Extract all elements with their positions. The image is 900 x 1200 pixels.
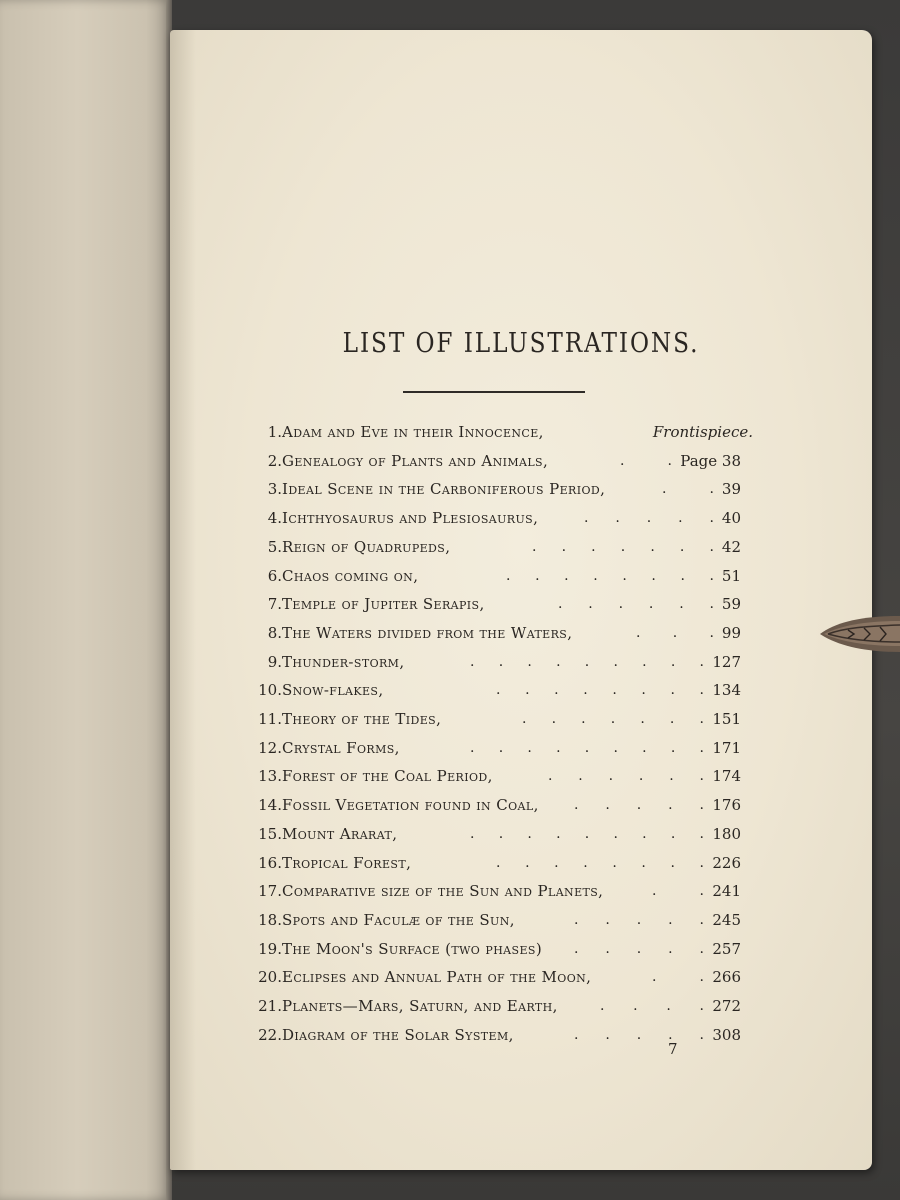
entry-number: 21. <box>258 997 282 1015</box>
entry-page: Page 38 <box>680 451 741 470</box>
entry-page: 171 <box>712 738 741 757</box>
entry-page: 134 <box>712 681 741 700</box>
entry-title: Ichthyosaurus and Plesiosaurus, <box>282 509 539 528</box>
list-item <box>240 850 755 876</box>
entry-page: 127 <box>712 652 741 671</box>
entry-page: 176 <box>712 796 741 815</box>
left-page <box>0 0 172 1200</box>
entry-number: 1. <box>267 423 282 441</box>
entry-number: 22. <box>258 1025 282 1044</box>
entry-page: 272 <box>712 997 741 1015</box>
entry-title: Adam and Eve in their Innocence, <box>282 423 544 441</box>
entry-number: 4. <box>267 509 282 528</box>
entry-leader-dots: . . <box>662 481 714 498</box>
list-item <box>240 792 755 818</box>
entry-title: Ideal Scene in the Carboniferous Period, <box>282 480 606 499</box>
entry-title: Eclipses and Annual Path of the Moon, <box>282 968 592 987</box>
list-item <box>240 993 755 1019</box>
list-item <box>240 563 755 589</box>
entry-page: 180 <box>712 824 741 843</box>
entry-leader-dots: . . . . . . . . <box>496 854 704 871</box>
entry-page: 266 <box>712 968 741 987</box>
entry-number: 2. <box>267 451 282 470</box>
list-item <box>240 591 755 617</box>
entry-leader-dots: . . . . . . <box>558 596 714 613</box>
entry-page: Frontispiece. <box>652 423 753 441</box>
entry-leader-dots: . . . . . . . . <box>496 682 704 699</box>
entry-leader-dots: . . . . . . . . . <box>470 825 704 842</box>
entry-number: 18. <box>258 910 282 929</box>
entry-page: 245 <box>712 910 741 929</box>
entry-leader-dots: . . . . <box>600 998 704 1014</box>
entry-leader-dots: . . <box>620 452 672 469</box>
entry-title: Forest of the Coal Period, <box>282 767 493 786</box>
list-item <box>240 448 755 474</box>
entry-number: 20. <box>258 968 282 987</box>
entry-page: 42 <box>721 537 741 556</box>
list-item <box>240 878 755 904</box>
entry-title: Temple of Jupiter Serapis, <box>282 595 485 614</box>
entry-leader-dots: . . . . . <box>574 1026 704 1043</box>
entry-number: 15. <box>258 824 282 843</box>
entry-number: 5. <box>267 537 282 556</box>
entry-page: 40 <box>721 509 741 528</box>
entry-page: 226 <box>712 853 741 872</box>
list-item <box>240 936 755 962</box>
entry-number: 12. <box>258 738 282 757</box>
entry-leader-dots: . . . . . . . <box>522 711 704 727</box>
page-number: 7 <box>668 1040 678 1058</box>
entry-leader-dots: . . <box>652 969 704 986</box>
list-item <box>240 735 755 761</box>
entry-title: Genealogy of Plants and Animals, <box>282 451 549 470</box>
entry-leader-dots: . . . . . . . <box>532 538 714 555</box>
entry-number: 9. <box>267 652 282 671</box>
page-title: LIST OF ILLUSTRATIONS. <box>342 328 700 359</box>
entry-page: 241 <box>712 882 741 901</box>
entry-number: 8. <box>267 623 282 642</box>
entry-page: 308 <box>712 1025 741 1044</box>
entry-leader-dots: . . . . . . . . . <box>470 653 704 670</box>
entry-page: 99 <box>721 623 741 642</box>
entry-title: Crystal Forms, <box>282 738 400 757</box>
list-item <box>240 763 755 789</box>
list-item <box>240 476 755 502</box>
list-item <box>240 964 755 990</box>
entry-title: Chaos coming on, <box>282 566 419 585</box>
list-item <box>240 419 755 445</box>
list-item <box>240 677 755 703</box>
entry-leader-dots: . . . <box>636 624 714 641</box>
bookmark-ribbon-icon <box>818 612 900 658</box>
entry-title: Spots and Faculæ of the Sun, <box>282 910 515 929</box>
entry-title: Theory of the Tides, <box>282 710 442 728</box>
entry-leader-dots: . . . . . <box>574 911 704 928</box>
entry-page: 59 <box>721 595 741 614</box>
entry-page: 39 <box>721 480 741 499</box>
entry-page: 174 <box>712 767 741 786</box>
list-item <box>240 1022 755 1048</box>
entry-page: 51 <box>721 566 741 585</box>
entry-title: Tropical Forest, <box>282 853 412 872</box>
entry-leader-dots: . . . . . <box>584 510 714 527</box>
list-item <box>240 505 755 531</box>
entry-number: 6. <box>267 566 282 585</box>
entry-title: Snow-flakes, <box>282 681 384 700</box>
entry-page: 151 <box>712 710 741 728</box>
title-rule <box>403 391 585 393</box>
entry-title: Reign of Quadrupeds, <box>282 537 451 556</box>
entry-leader-dots: . . <box>652 883 704 900</box>
entry-leader-dots: . . . . . <box>574 797 704 814</box>
entry-page: 257 <box>712 939 741 958</box>
list-item <box>240 907 755 933</box>
entry-number: 13. <box>258 767 282 786</box>
entry-title: Mount Ararat, <box>282 824 398 843</box>
entry-number: 10. <box>258 681 282 700</box>
entry-title: Fossil Vegetation found in Coal, <box>282 796 539 815</box>
entry-leader-dots: . . . . . . . . <box>506 567 714 584</box>
entry-title: Thunder-storm, <box>282 652 405 671</box>
entry-number: 11. <box>258 710 282 728</box>
entry-number: 19. <box>258 939 282 958</box>
entry-number: 16. <box>258 853 282 872</box>
list-item <box>240 821 755 847</box>
entry-title: Diagram of the Solar System, <box>282 1025 514 1044</box>
entry-number: 3. <box>267 480 282 499</box>
entry-title: The Waters divided from the Waters, <box>282 623 573 642</box>
list-item <box>240 620 755 646</box>
entry-leader-dots: . . . . . . <box>548 768 704 785</box>
entry-number: 17. <box>258 882 282 901</box>
list-item <box>240 706 755 732</box>
list-item <box>240 534 755 560</box>
entry-title: The Moon's Surface (two phases) <box>282 939 543 958</box>
list-item <box>240 649 755 675</box>
entry-title: Comparative size of the Sun and Planets, <box>282 882 604 901</box>
entry-title: Planets—Mars, Saturn, and Earth, <box>282 997 558 1015</box>
entry-number: 7. <box>267 595 282 614</box>
entry-leader-dots: . . . . . . . . . <box>470 739 704 756</box>
entry-number: 14. <box>258 796 282 815</box>
entry-leader-dots: . . . . . <box>574 940 704 957</box>
